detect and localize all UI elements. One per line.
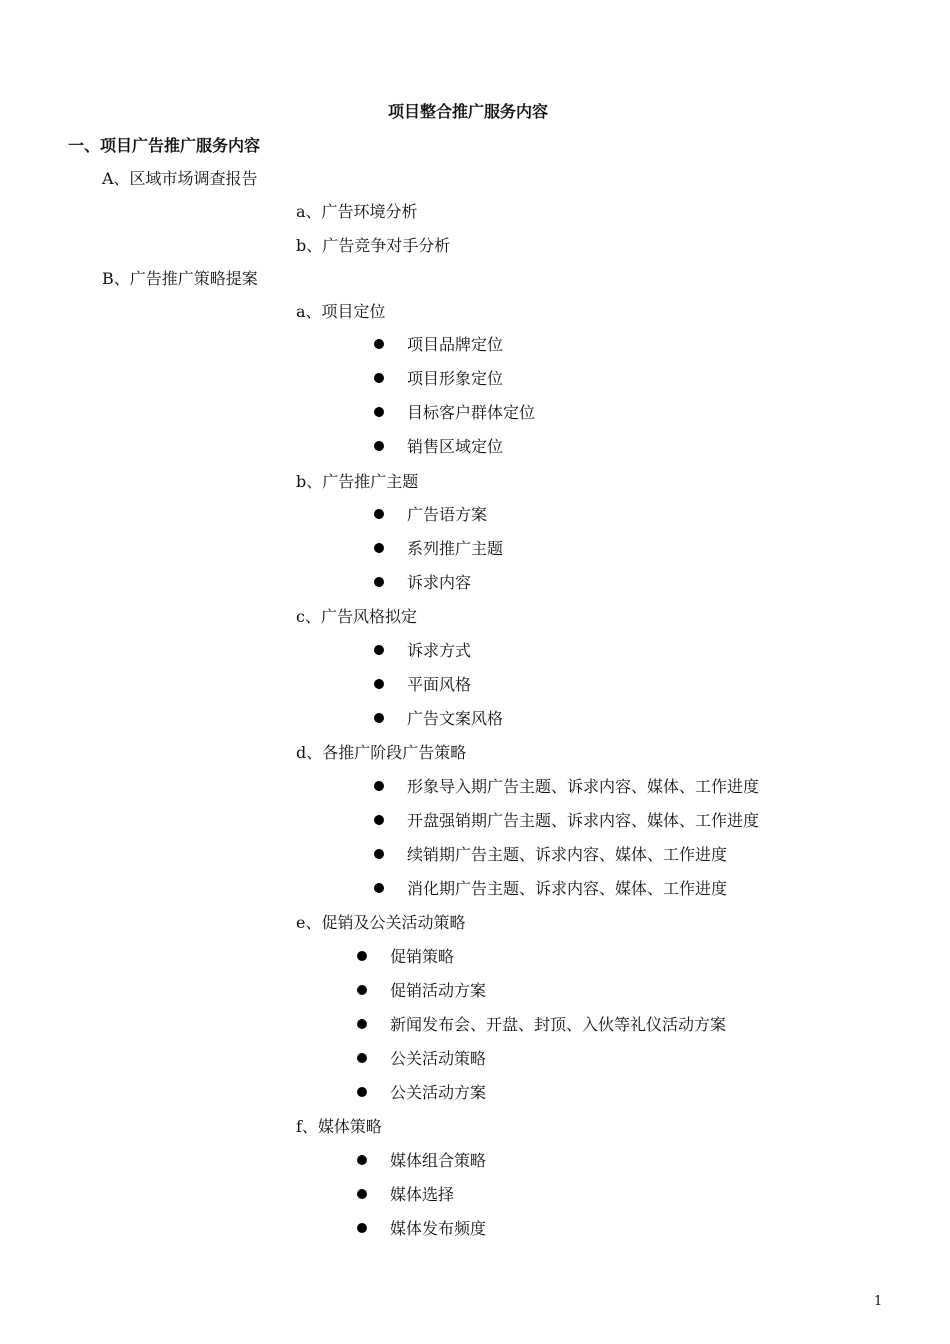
bullet-dot-icon <box>357 1223 367 1233</box>
group-label: f、媒体策略 <box>296 1117 382 1136</box>
bullet-item: 媒体组合策略 <box>390 1151 487 1170</box>
part-a-item: a、广告环境分析 <box>296 202 418 221</box>
bullet-dot-icon <box>374 883 384 893</box>
bullet-item: 公关活动策略 <box>390 1049 487 1068</box>
bullet-dot-icon <box>374 577 384 587</box>
bullet-item: 系列推广主题 <box>407 539 504 558</box>
group-label: e、促销及公关活动策略 <box>296 913 466 932</box>
bullet-dot-icon <box>357 951 367 961</box>
bullet-item: 开盘强销期广告主题、诉求内容、媒体、工作进度 <box>407 811 760 830</box>
part-a-label: A、区域市场调查报告 <box>102 169 258 188</box>
bullet-item: 公关活动方案 <box>390 1083 487 1102</box>
bullet-dot-icon <box>357 1087 367 1097</box>
bullet-item: 项目品牌定位 <box>407 335 504 354</box>
bullet-item: 销售区域定位 <box>407 437 504 456</box>
document-title: 项目整合推广服务内容 <box>388 102 549 121</box>
bullet-item: 广告语方案 <box>407 505 488 524</box>
bullet-dot-icon <box>374 373 384 383</box>
part-b-label: B、广告推广策略提案 <box>102 269 258 288</box>
bullet-dot-icon <box>374 679 384 689</box>
section-heading: 一、项目广告推广服务内容 <box>68 136 261 155</box>
bullet-item: 促销策略 <box>390 947 455 966</box>
group-label: c、广告风格拟定 <box>296 607 417 626</box>
group-label: d、各推广阶段广告策略 <box>296 743 467 762</box>
bullet-dot-icon <box>374 645 384 655</box>
bullet-item: 诉求方式 <box>407 641 472 660</box>
bullet-item: 媒体选择 <box>390 1185 455 1204</box>
bullet-dot-icon <box>374 543 384 553</box>
bullet-dot-icon <box>374 849 384 859</box>
bullet-dot-icon <box>374 815 384 825</box>
bullet-dot-icon <box>374 441 384 451</box>
bullet-dot-icon <box>374 339 384 349</box>
bullet-dot-icon <box>374 713 384 723</box>
bullet-dot-icon <box>357 1019 367 1029</box>
bullet-item: 平面风格 <box>407 675 472 694</box>
bullet-item: 续销期广告主题、诉求内容、媒体、工作进度 <box>407 845 728 864</box>
bullet-item: 形象导入期广告主题、诉求内容、媒体、工作进度 <box>407 777 760 796</box>
bullet-dot-icon <box>374 509 384 519</box>
bullet-dot-icon <box>374 781 384 791</box>
bullet-dot-icon <box>357 1053 367 1063</box>
bullet-item: 促销活动方案 <box>390 981 487 1000</box>
bullet-item: 项目形象定位 <box>407 369 504 388</box>
bullet-item: 新闻发布会、开盘、封顶、入伙等礼仪活动方案 <box>390 1015 727 1034</box>
bullet-item: 消化期广告主题、诉求内容、媒体、工作进度 <box>407 879 728 898</box>
bullet-dot-icon <box>374 407 384 417</box>
group-label: a、项目定位 <box>296 302 386 321</box>
bullet-dot-icon <box>357 1189 367 1199</box>
bullet-dot-icon <box>357 985 367 995</box>
bullet-item: 广告文案风格 <box>407 709 504 728</box>
bullet-item: 目标客户群体定位 <box>407 403 536 422</box>
bullet-dot-icon <box>357 1155 367 1165</box>
page-number: 1 <box>874 1294 883 1309</box>
part-a-item: b、广告竞争对手分析 <box>296 236 451 255</box>
bullet-item: 诉求内容 <box>407 573 472 592</box>
bullet-item: 媒体发布频度 <box>390 1219 487 1238</box>
group-label: b、广告推广主题 <box>296 472 419 491</box>
